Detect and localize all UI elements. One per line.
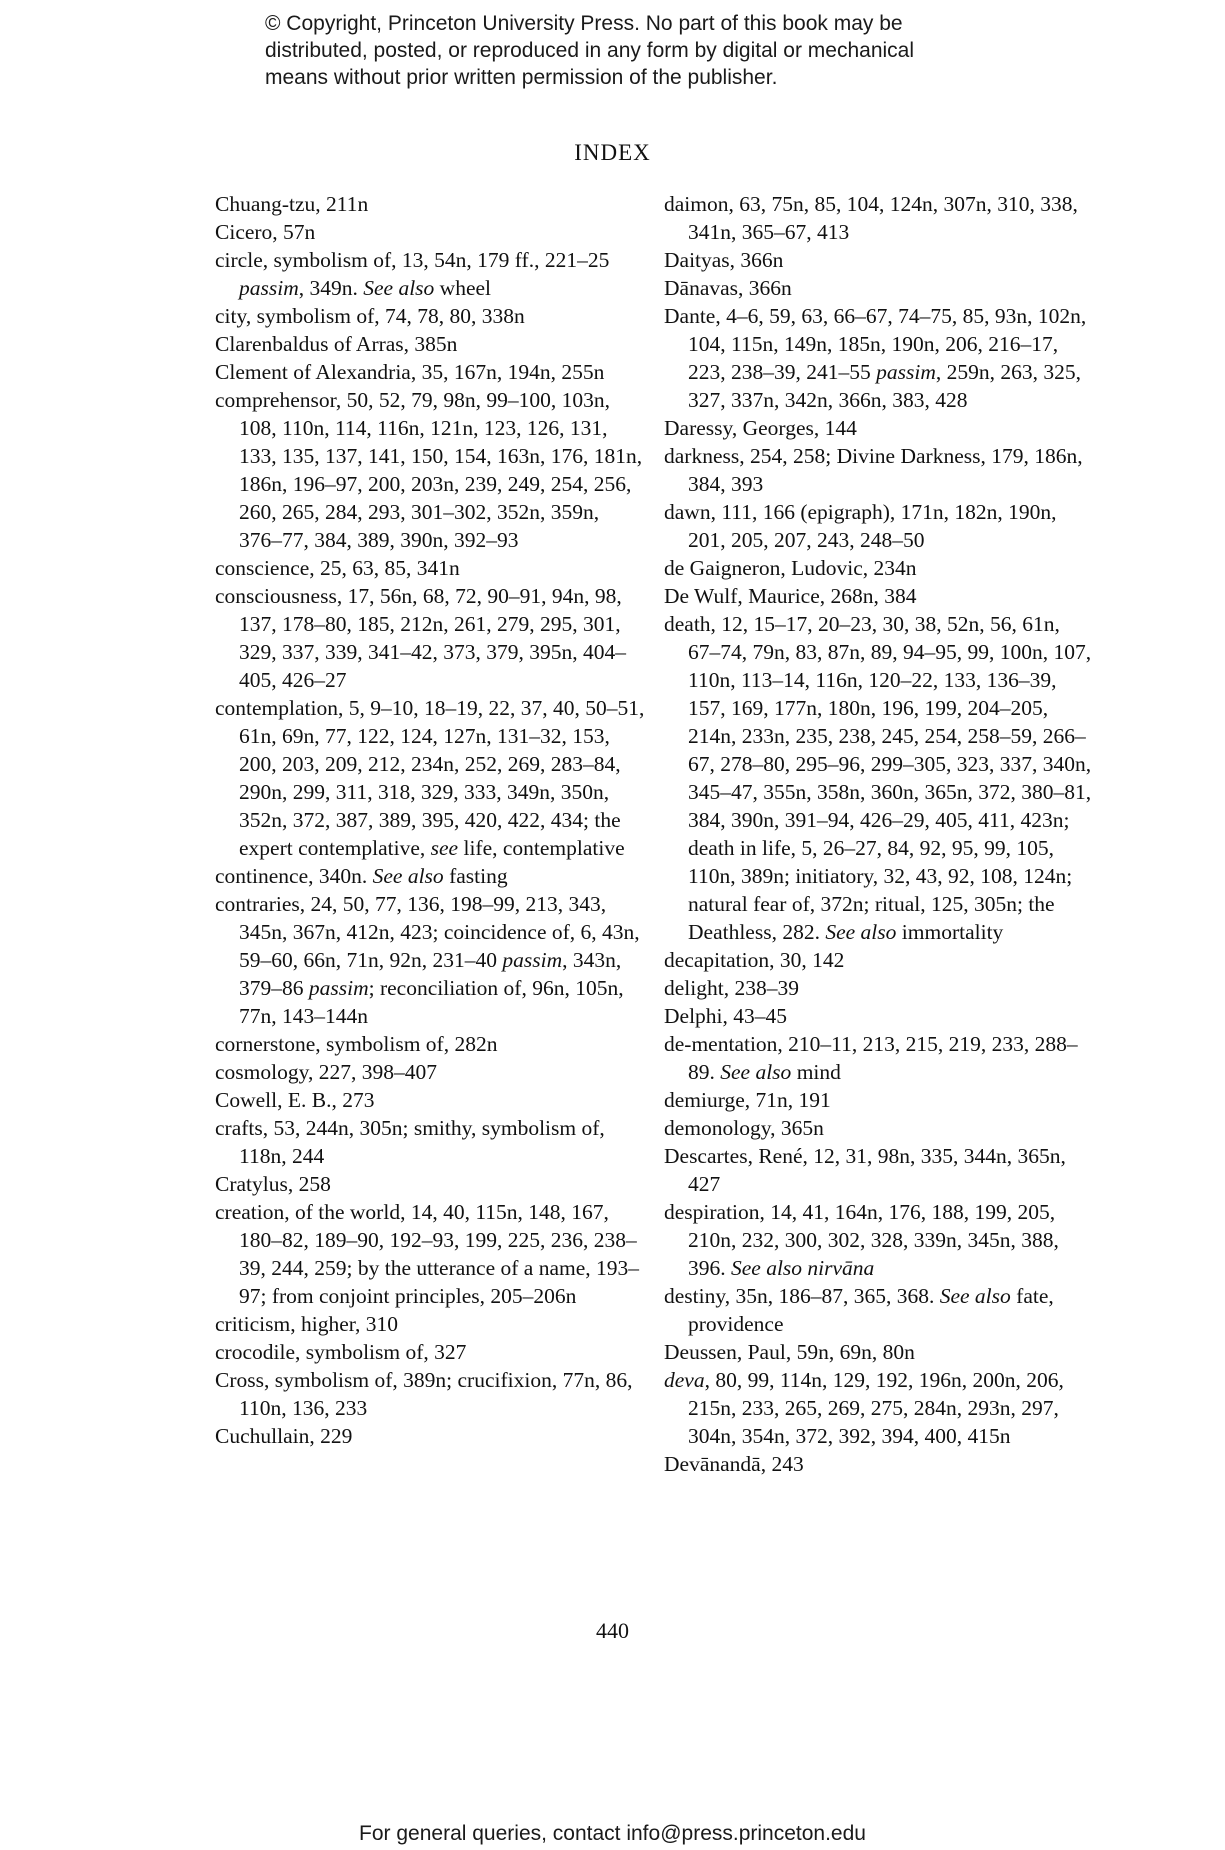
index-entry: Cuchullain, 229: [215, 1424, 353, 1448]
entry-text: , 343n, 379–86: [239, 948, 622, 1000]
entry-text: , 259n, 263, 325, 327, 337n, 342n, 366n, 383, 428: [688, 360, 1081, 412]
index-entry: city, symbolism of, 74, 78, 80, 338n: [215, 304, 525, 328]
index-entry: [664, 610, 1094, 946]
entry-text: continence, 340n.: [215, 864, 373, 888]
index-entry: darkness, 254, 258; Divine Darkness, 179, 186n, 384, 393: [664, 444, 1083, 496]
index-entry: demiurge, 71n, 191: [664, 1088, 831, 1112]
index-entry: daimon, 63, 75n, 85, 104, 124n, 307n, 310, 338, 341n, 365–67, 413: [664, 192, 1078, 244]
footer-contact: For general queries, contact info@press.princeton.edu: [359, 1822, 866, 1845]
index-entry: creation, of the world, 14, 40, 115n, 148, 167, 180–82, 189–90, 192–93, 199, 225, 236, 238–39, 244, 259; by the utterance of a name, 193–97; from conjoint principles, 205–206n: [215, 1200, 640, 1308]
index-entry: [215, 246, 645, 302]
index-entry: [664, 1198, 1094, 1282]
index-entry: [215, 694, 645, 862]
index-entry: consciousness, 17, 56n, 68, 72, 90–91, 94n, 98, 137, 178–80, 185, 212n, 261, 279, 295, 301, 329, 337, 339, 341–42, 373, 379, 395n, 404–405, 426–27: [215, 584, 626, 692]
italic-text: See also: [720, 1060, 792, 1084]
entry-text: ; reconciliation of, 96n, 105n, 77n, 143–144n: [239, 976, 624, 1028]
index-entry: Deussen, Paul, 59n, 69n, 80n: [664, 1340, 915, 1364]
index-entry: [664, 302, 1094, 414]
index-entry: conscience, 25, 63, 85, 341n: [215, 556, 460, 580]
page-number: 440: [596, 1618, 629, 1643]
copyright-notice: [265, 10, 1025, 91]
index-entry: Clement of Alexandria, 35, 167n, 194n, 255n: [215, 360, 605, 384]
entry-text: despiration, 14, 41, 164n, 176, 188, 199, 205, 210n, 232, 300, 302, 328, 339n, 345n, 388, 396.: [664, 1200, 1059, 1280]
italic-text: passim: [308, 976, 369, 1000]
italic-text: See also: [825, 920, 897, 944]
index-column-left: [215, 190, 645, 1450]
copyright-line: means without prior written permission of the publisher.: [265, 66, 778, 89]
index-entry: crocodile, symbolism of, 327: [215, 1340, 467, 1364]
index-entry: Cratylus, 258: [215, 1172, 331, 1196]
index-entry: Chuang-tzu, 211n: [215, 192, 369, 216]
copyright-line: © Copyright, Princeton University Press. No part of this book may be: [265, 12, 903, 35]
index-entry: Dānavas, 366n: [664, 276, 792, 300]
entry-text: contraries, 24, 50, 77, 136, 198–99, 213, 343, 345n, 367n, 412n, 423; coincidence of, 6, 43n, 59–60, 66n, 71n, 92n, 231–40: [215, 892, 640, 972]
index-entry: [215, 862, 645, 890]
entry-text: destiny, 35n, 186–87, 365, 368.: [664, 1284, 940, 1308]
index-entry: Clarenbaldus of Arras, 385n: [215, 332, 458, 356]
index-entry: de Gaigneron, Ludovic, 234n: [664, 556, 917, 580]
index-entry: delight, 238–39: [664, 976, 799, 1000]
index-entry: decapitation, 30, 142: [664, 948, 845, 972]
entry-text: fasting: [443, 864, 508, 888]
entry-text: , 349n.: [298, 276, 364, 300]
entry-text: , 80, 99, 114n, 129, 192, 196n, 200n, 206, 215n, 233, 265, 269, 275, 284n, 293n, 297, 304n, 354n, 372, 392, 394, 400, 415n: [688, 1368, 1064, 1448]
italic-text: see: [430, 836, 459, 860]
italic-text: See also: [372, 864, 444, 888]
index-entry: cosmology, 227, 398–407: [215, 1060, 437, 1084]
index-entry: Cross, symbolism of, 389n; crucifixion, 77n, 86, 110n, 136, 233: [215, 1368, 633, 1420]
index-entry: [664, 1282, 1094, 1338]
index-entry: De Wulf, Maurice, 268n, 384: [664, 584, 917, 608]
index-entry: demonology, 365n: [664, 1116, 824, 1140]
index-entry: Daityas, 366n: [664, 248, 784, 272]
index-column-right: [664, 190, 1094, 1478]
index-entry: criticism, higher, 310: [215, 1312, 399, 1336]
index-entry: [664, 1366, 1094, 1450]
entry-text: life, contemplative: [458, 836, 625, 860]
entry-text: wheel: [434, 276, 492, 300]
index-entry: crafts, 53, 244n, 305n; smithy, symbolism of, 118n, 244: [215, 1116, 605, 1168]
entry-text: immortality: [896, 920, 1004, 944]
italic-text: passim: [502, 948, 563, 972]
index-entry: [664, 1030, 1094, 1086]
index-entry: comprehensor, 50, 52, 79, 98n, 99–100, 103n, 108, 110n, 114, 116n, 121n, 123, 126, 131, 133, 135, 137, 141, 150, 154, 163n, 176, 181n, 186n, 196–97, 200, 203n, 239, 249, 254, 256, 260, 265, 284, 293, 301–302, 352n, 359n, 376–77, 384, 389, 390n, 392–93: [215, 388, 643, 552]
entry-text: fate, providence: [688, 1284, 1054, 1336]
entry-text: mind: [791, 1060, 841, 1084]
italic-text: deva: [664, 1368, 705, 1392]
entry-text: death, 12, 15–17, 20–23, 30, 38, 52n, 56, 61n, 67–74, 79n, 83, 87n, 89, 94–95, 99, 100n, 107, 110n, 113–14, 116n, 120–22, 133, 136–39, 157, 169, 177n, 180n, 196, 199, 204–205, 214n, 233n, 235, 238, 245, 254, 258–59, 266–67, 278–80, 295–96, 299–305, 323, 337, 340n, 345–47, 355n, 358n, 360n, 365n, 372, 380–81, 384, 390n, 391–94, 426–29, 405, 411, 423n; death in life, 5, 26–27, 84, 92, 95, 99, 105, 110n, 389n; initiatory, 32, 43, 92, 108, 124n; natural fear of, 372n; ritual, 125, 305n; the Deathless, 282.: [664, 612, 1092, 944]
entry-text: contemplation, 5, 9–10, 18–19, 22, 37, 40, 50–51, 61n, 69n, 77, 122, 124, 127n, 131–32, 153, 200, 203, 209, 212, 234n, 252, 269, 283–84, 290n, 299, 311, 318, 329, 333, 349n, 350n, 352n, 372, 387, 389, 395, 420, 422, 434; the expert contemplative,: [215, 696, 645, 860]
italic-text: See also: [939, 1284, 1011, 1308]
index-entry: Descartes, René, 12, 31, 98n, 335, 344n, 365n, 427: [664, 1144, 1066, 1196]
page-title: INDEX: [574, 140, 651, 165]
entry-text: circle, symbolism of, 13, 54n, 179 ff., 221–25: [215, 248, 610, 272]
index-entry: Daressy, Georges, 144: [664, 416, 857, 440]
index-entry: Delphi, 43–45: [664, 1004, 788, 1028]
entry-text: de-mentation, 210–11, 213, 215, 219, 233, 288–89.: [664, 1032, 1078, 1084]
italic-text: passim: [239, 276, 299, 300]
entry-text: Dante, 4–6, 59, 63, 66–67, 74–75, 85, 93n, 102n, 104, 115n, 149n, 185n, 190n, 206, 216–17, 223, 238–39, 241–55: [664, 304, 1087, 384]
index-entry: Devānandā, 243: [664, 1452, 804, 1476]
italic-text: See also: [363, 276, 435, 300]
index-entry: Cowell, E. B., 273: [215, 1088, 375, 1112]
copyright-line: distributed, posted, or reproduced in any form by digital or mechanical: [265, 39, 915, 62]
italic-text: See also nirvāna: [731, 1256, 875, 1280]
italic-text: passim: [876, 360, 936, 384]
index-entry: [215, 890, 645, 1030]
index-entry: cornerstone, symbolism of, 282n: [215, 1032, 498, 1056]
index-entry: Cicero, 57n: [215, 220, 316, 244]
index-entry: dawn, 111, 166 (epigraph), 171n, 182n, 190n, 201, 205, 207, 243, 248–50: [664, 500, 1057, 552]
